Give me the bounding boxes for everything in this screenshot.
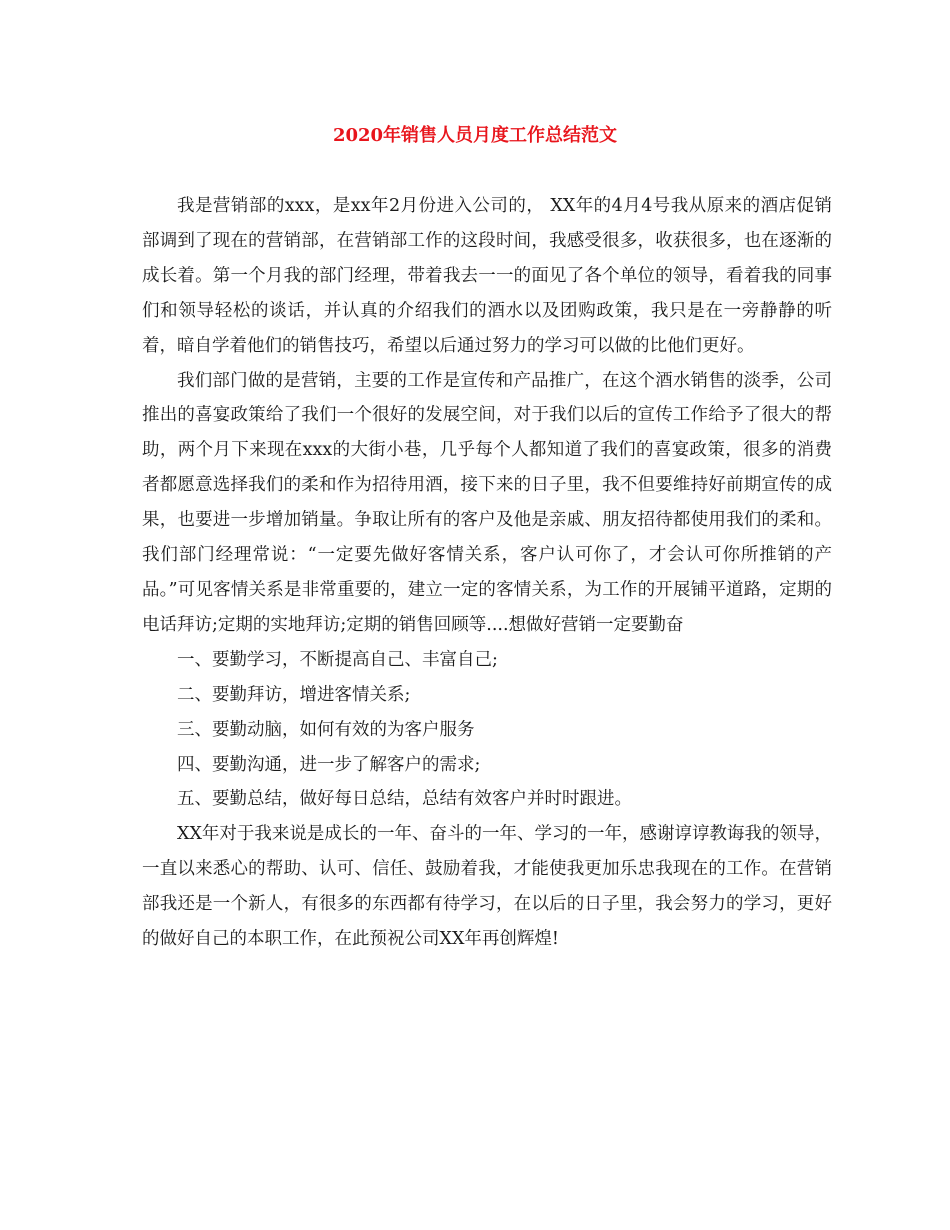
closing-paragraph: XX年对于我来说是成长的一年、奋斗的一年、学习的一年，感谢谆谆教诲我的领导，一直以来悉心的帮助、认可、信任、鼓励着我，才能使我更加乐忠我现在的工作。在营销部我还是一个新人，有很多的东西都有待学习，在以后的日子里，我会努力的学习，更好的做好自己的本职工作，在此预祝公司XX年再创辉煌! <box>142 824 832 950</box>
paragraph-1: 我是营销部的xxx，是xx年2月份进入公司的， XX年的4月4号我从原来的酒店促销部调到了现在的营销部，在营销部工作的这段时间，我感受很多，收获很多，也在逐渐的成长着。第一个月我的部门经理，带着我去一一的面见了各个单位的领导，看着我的同事们和领导轻松的谈话，并认真的介绍我们的酒水以及团购政策，我只是在一旁静静的听着，暗自学着他们的销售技巧，希望以后通过努力的学习可以做的比他们更好。 <box>142 196 832 356</box>
list-item-3: 三、要勤动脑，如何有效的为客户服务 <box>177 719 475 740</box>
document-title: 2020年销售人员月度工作总结范文 <box>332 125 618 146</box>
list-item-4: 四、要勤沟通，进一步了解客户的需求; <box>177 754 481 775</box>
list-item-5: 五、要勤总结，做好每日总结，总结有效客户并时时跟进。 <box>177 789 632 810</box>
document-body <box>142 189 832 957</box>
list-item-2: 二、要勤拜访，增进客情关系; <box>177 684 411 705</box>
list-item-1: 一、要勤学习，不断提高自己、丰富自己; <box>177 649 498 670</box>
paragraph-2: 我们部门做的是营销，主要的工作是宣传和产品推广，在这个酒水销售的淡季，公司推出的喜宴政策给了我们一个很好的发展空间，对于我们以后的宣传工作给予了很大的帮助，两个月下来现在xxx的大街小巷，几乎每个人都知道了我们的喜宴政策，很多的消费者都愿意选择我们的柔和作为招待用酒，接下来的日子里，我不但要维持好前期宣传的成果，也要进一步增加销量。争取让所有的客户及他是亲戚、朋友招待都使用我们的柔和。我们部门经理常说：“一定要先做好客情关系，客户认可你了，才会认可你所推销的产品。”可见客情关系是非常重要的，建立一定的客情关系，为工作的开展铺平道路，定期的电话拜访;定期的实地拜访;定期的销售回顾等....想做好营销一定要勤奋 <box>142 370 832 635</box>
